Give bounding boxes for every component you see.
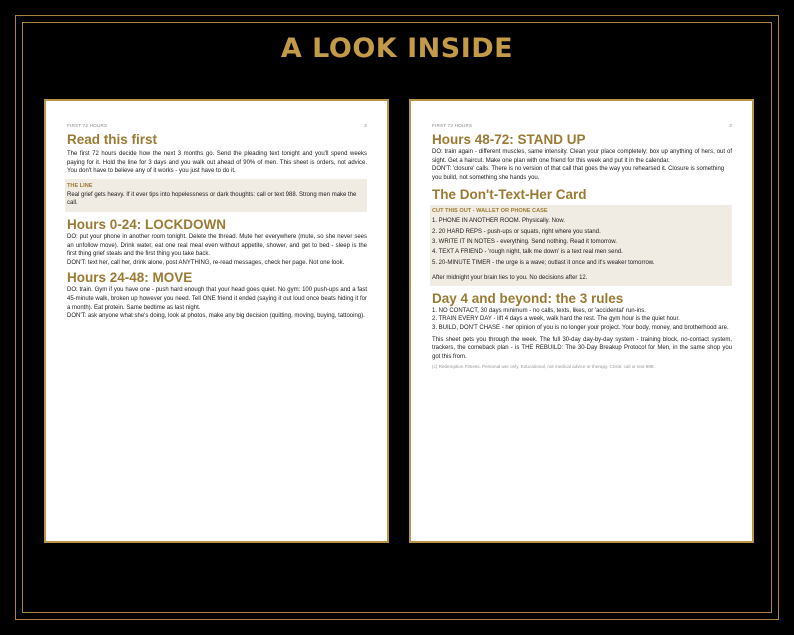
section-heading-stand-up: Hours 48-72: STAND UP (432, 132, 586, 147)
dont-text-her-card (430, 205, 732, 285)
lockdown-dont: DON'T: text her, call her, drink alone, post ANYTHING, re-read messages, check her page. Not one look. (67, 259, 345, 266)
callout-text: Real grief gets heavy. If it ever tips into hopelessness or dark thoughts: call or text 988. Strong men make the call. (67, 191, 357, 207)
section-heading-lockdown: Hours 0-24: LOCKDOWN (67, 216, 227, 232)
page-right (409, 99, 754, 543)
card-item: 4. TEXT A FRIEND - 'rough night, talk me down' is a text real men send. (432, 249, 623, 256)
section-heading-move: Hours 24-48: MOVE (67, 270, 193, 286)
card-item: 3. WRITE IT IN NOTES - everything. Send nothing. Read it tomorrow. (432, 238, 617, 245)
rule-item: 1. NO CONTACT, 30 days minimum - no calls, texts, likes, or 'accidental' run-ins. (432, 307, 646, 314)
rule-item: 3. BUILD, DON'T CHASE - her opinion of you is no longer your project. Your body, money, and brotherhood are. (432, 325, 729, 332)
page-title: A LOOK INSIDE (280, 33, 514, 64)
page-header (67, 123, 367, 128)
page-number: 3 (729, 123, 732, 128)
card-item: 5. 20-MINUTE TIMER - the urge is a wave; outlast it once and it's weaker tomorrow. (432, 259, 655, 266)
page-header (432, 123, 732, 128)
intro-paragraph: The first 72 hours decide how the next 3 months go. Send the pleading text tonight and you'll spend weeks paying for it. Hold the line for 3 days and you walk out ahead of 90% of men. This sheet is orders, not advice. You don't have to believe any of it works - you just have to do it. (67, 151, 367, 175)
card-note: After midnight your brain lies to you. No decisions after 12. (432, 274, 588, 281)
section-heading-3-rules: Day 4 and beyond: the 3 rules (432, 290, 624, 306)
page-left (44, 99, 389, 543)
move-do: DO: train. Gym if you have one - push hard enough that your head goes quiet. No gym: 100 push-ups and a fast 45-minute walk, broken up however you need. Tell ONE friend it ended (saying it out loud once beats hiding it for a month). Eat protein. Same bedtime as last night. (67, 287, 367, 311)
standup-dont: DON'T: 'closure' calls. There is no version of that call that goes the way you rehearsed it. Closure is something you build, not something she hands you. (432, 166, 725, 181)
standup-do: DO: train again - different muscles, same intensity. Clean your place completely; box up anything of hers, out of sight. Get a haircut. Make one plan with one friend for this week and put it in the calendar. (432, 149, 732, 164)
rule-item: 2. TRAIN EVERY DAY - lift 4 days a week, walk hard the rest. The gym hour is the quiet hour. (432, 316, 680, 323)
the-line-callout (65, 179, 367, 212)
running-head: FIRST 72 HOURS (67, 123, 108, 128)
section-heading-read-this-first: Read this first (67, 132, 158, 147)
card-item: 1. PHONE IN ANOTHER ROOM. Physically. Now. (432, 218, 565, 225)
move-dont: DON'T: ask anyone what she's doing, look at photos, make any big decision (quitting, moving, buying, tattooing). (67, 313, 365, 320)
running-head: FIRST 72 HOURS (432, 123, 473, 128)
card-label: CUT THIS OUT - WALLET OR PHONE CASE (432, 208, 548, 215)
card-item: 2. 20 HARD REPS - push-ups or squats, right where you stand. (432, 228, 601, 235)
callout-label: THE LINE (67, 182, 93, 189)
copyright-footer: (c) Redemption Fitness. Personal use only. Educational, not medical advice or therapy. Crisis: call or text 988. (432, 364, 655, 370)
page-number: 2 (364, 123, 367, 128)
section-heading-dont-text-her-card: The Don't-Text-Her Card (432, 187, 587, 203)
lockdown-do: DO: put your phone in another room tonight. Delete the thread. Mute her everywhere (mute, so she never sees an unfollow move). Drink water, eat one real meal even without appetite, shower, and get to bed - sleep is the first thing grief steals and the first thing you take back. (67, 233, 367, 258)
closing-paragraph: This sheet gets you through the week. The full 30-day day-by-day system - training block, no-contact system, trackers, the comeback plan - is THE REBUILD: The 30-Day Breakup Protocol for Men, in the same shop you got this from. (432, 336, 732, 360)
